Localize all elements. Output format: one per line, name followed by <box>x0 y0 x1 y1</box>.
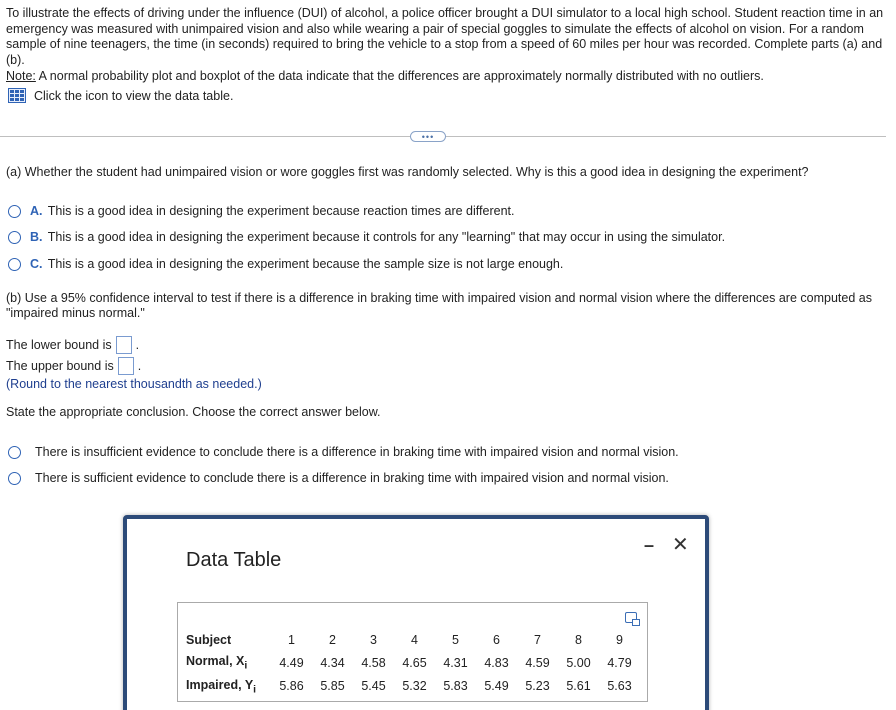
table-cell: 3 <box>370 633 377 647</box>
table-cell: 4.49 <box>279 655 304 670</box>
close-icon[interactable]: ✕ <box>672 534 689 556</box>
upper-bound-label: The upper bound is <box>6 359 114 373</box>
option-text: This is a good idea in designing the experiment because reaction times are different. <box>47 204 515 218</box>
table-cell: 7 <box>534 633 541 647</box>
data-table <box>183 629 640 698</box>
radio-button[interactable] <box>8 258 21 271</box>
table-cell: 5 <box>452 633 459 647</box>
table-cell: 5.85 <box>320 679 345 694</box>
table-cell: 4.31 <box>443 655 468 670</box>
table-cell: 4.65 <box>402 655 427 670</box>
copy-icon[interactable] <box>625 612 637 623</box>
conclusion-option-sufficient[interactable] <box>8 471 669 485</box>
upper-bound-line: The upper bound is . <box>6 359 142 373</box>
rounding-note: (Round to the nearest thousandth as needed.) <box>6 377 262 391</box>
data-table-container <box>177 602 648 702</box>
note <box>6 69 764 84</box>
note-label: Note: <box>6 69 36 83</box>
table-row <box>183 675 640 699</box>
table-cell: 1 <box>288 633 295 647</box>
table-cell: 5.23 <box>525 679 550 694</box>
option-text: This is a good idea in designing the experiment because it controls for any "learning" that may occur in using the simulator. <box>47 230 726 244</box>
option-letter: A. <box>30 204 43 218</box>
table-cell: 6 <box>493 633 500 647</box>
option-text: This is a good idea in designing the experiment because the sample size is not large enough. <box>47 257 564 271</box>
table-cell: 5.45 <box>361 679 386 694</box>
view-data-table-link[interactable] <box>8 88 233 103</box>
conclusion-text: There is insufficient evidence to conclude there is a difference in braking time with impaired vision and normal vision. <box>35 445 679 459</box>
data-table-dialog <box>123 515 709 710</box>
table-cell: 2 <box>329 633 336 647</box>
table-cell: 4 <box>411 633 418 647</box>
option-letter: C. <box>30 257 43 271</box>
part-a-option-c[interactable] <box>8 257 563 271</box>
conclusion-option-insufficient[interactable] <box>8 445 679 459</box>
table-cell: 4.83 <box>484 655 509 670</box>
radio-button[interactable] <box>8 446 21 459</box>
data-table-icon[interactable] <box>8 88 26 103</box>
table-cell: 4.34 <box>320 655 345 670</box>
dialog-title: Data Table <box>186 549 282 571</box>
table-cell: 4.58 <box>361 655 386 670</box>
part-b-question: (b) Use a 95% confidence interval to test if there is a difference in braking time with impaired vision and normal vision where the differences are computed as "impaired minus normal." <box>6 291 872 320</box>
table-cell: 5.86 <box>279 679 304 694</box>
row-header: Impaired, $Y_i$ <box>186 677 257 695</box>
table-cell: 5.49 <box>484 679 509 694</box>
conclusion-text: There is sufficient evidence to conclude there is a difference in braking time with impaired vision and normal vision. <box>35 471 669 485</box>
row-header: Subject <box>186 633 232 647</box>
part-a-question: (a) Whether the student had unimpaired vision or wore goggles first was randomly selected. Why is this a good idea in designing the experiment? <box>6 165 809 179</box>
radio-button[interactable] <box>8 472 21 485</box>
table-cell: 4.79 <box>607 655 632 670</box>
table-row <box>183 651 640 675</box>
lower-bound-line: The lower bound is . <box>6 338 140 352</box>
option-letter: B. <box>30 230 43 244</box>
table-row <box>183 629 640 651</box>
table-cell: 5.61 <box>566 679 591 694</box>
conclusion-prompt: State the appropriate conclusion. Choose the correct answer below. <box>6 405 381 419</box>
minimize-icon[interactable]: – <box>644 535 655 555</box>
table-cell: 5.63 <box>607 679 632 694</box>
note-text: A normal probability plot and boxplot of the data indicate that the differences are approximately normally distributed with no outliers. <box>35 69 764 83</box>
part-a-option-a[interactable] <box>8 204 514 218</box>
table-cell: 5.32 <box>402 679 427 694</box>
expand-more-button[interactable]: ••• <box>410 131 446 142</box>
table-cell: 5.83 <box>443 679 468 694</box>
table-cell: 8 <box>575 633 582 647</box>
part-a-option-b[interactable] <box>8 230 725 244</box>
problem-statement: To illustrate the effects of driving under the influence (DUI) of alcohol, a police officer brought a DUI simulator to a local high school. Student reaction time in an emergency was measured with unimpaired vision and also while wearing a pair of special goggles to simulate the effects of alcohol on vision. For a random sample of nine teenagers, the time (in seconds) required to bring the vehicle to a stop from a speed of 60 miles per hour was recorded. Complete parts (a) and (b). <box>6 6 884 67</box>
lower-bound-label: The lower bound is <box>6 338 112 352</box>
radio-button[interactable] <box>8 205 21 218</box>
upper-bound-input[interactable] <box>118 357 134 375</box>
lower-bound-input[interactable] <box>116 336 132 354</box>
view-data-table-label[interactable]: Click the icon to view the data table. <box>34 88 234 103</box>
table-cell: 9 <box>616 633 623 647</box>
radio-button[interactable] <box>8 231 21 244</box>
row-header: Normal, $X_i$ <box>186 654 248 672</box>
table-cell: 4.59 <box>525 655 550 670</box>
table-cell: 5.00 <box>566 655 591 670</box>
